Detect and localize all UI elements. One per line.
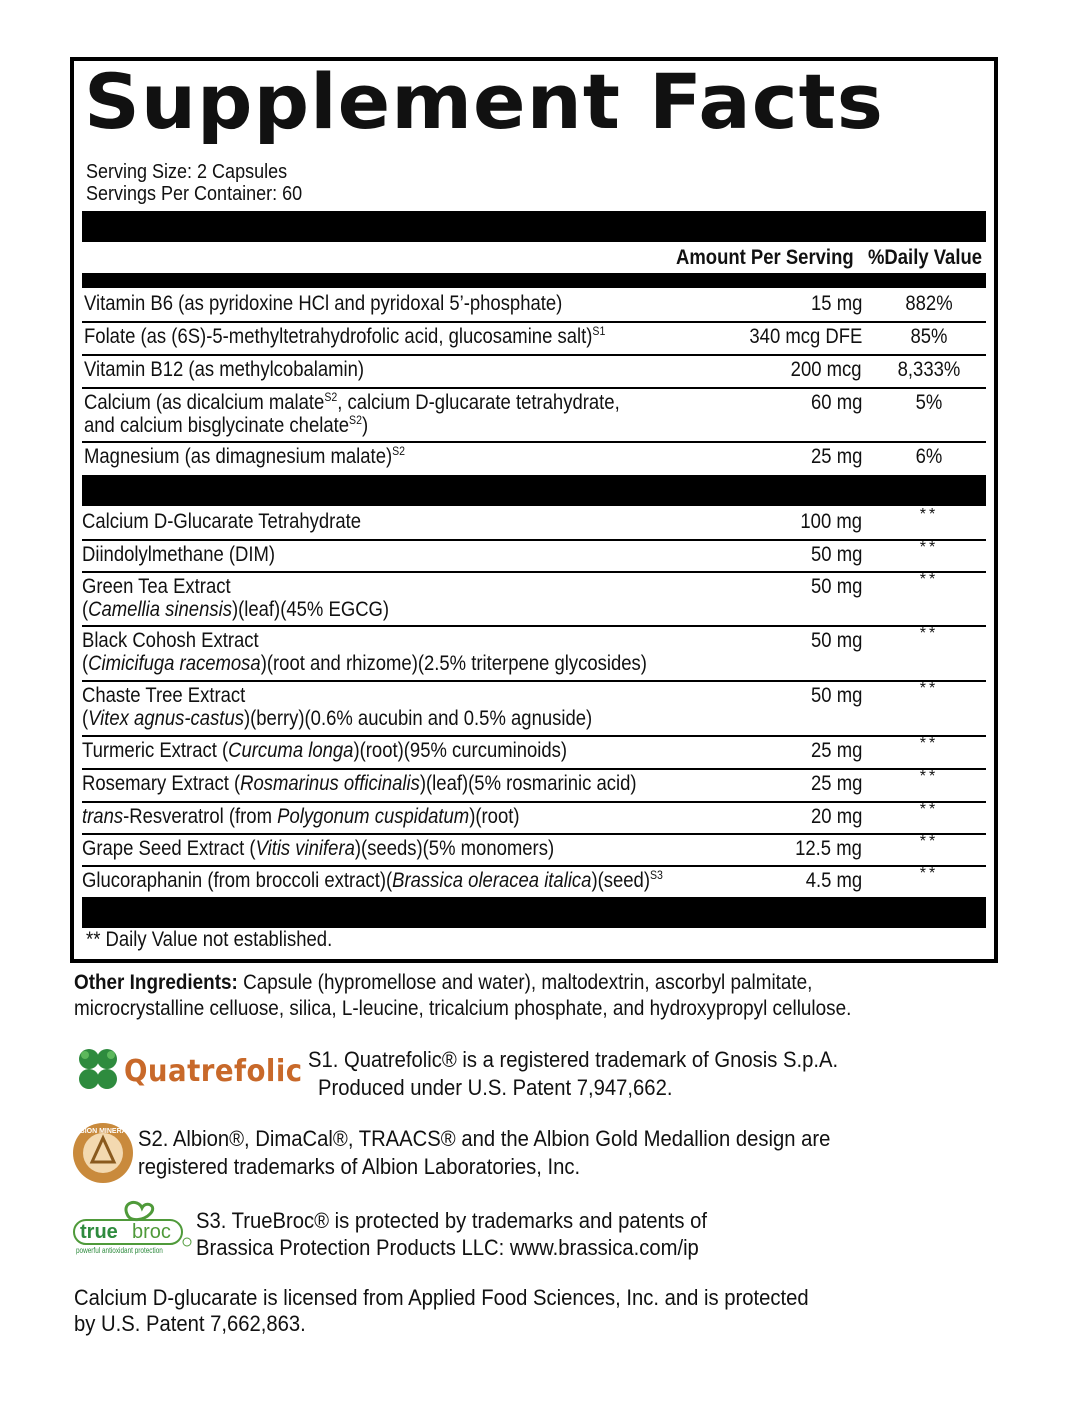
nutrient-row	[82, 443, 986, 474]
ingredient-row	[82, 803, 986, 835]
nutrient-amount: 340 mcg DFE	[749, 325, 862, 348]
s1-note-cont: Produced under U.S. Patent 7,947,662.	[318, 1075, 673, 1100]
ingredient-row	[82, 627, 986, 682]
servings-per-container: Servings Per Container: 60	[86, 183, 303, 205]
nutrient-dv: 882%	[905, 292, 953, 315]
ingredient-row	[82, 508, 986, 541]
nutrient-amount: 60 mg	[810, 391, 862, 414]
ingredient-name: Diindolylmethane (DIM)	[82, 543, 276, 566]
other-ingredients: Other Ingredients: Capsule (hypromellose and water), maltodextrin, ascorbyl palmitate,	[74, 971, 813, 994]
daily-value-footnote: ** Daily Value not established.	[86, 928, 333, 951]
ingredient-amount: 12.5 mg	[795, 837, 862, 860]
ingredient-row	[82, 770, 986, 803]
nutrient-name: Magnesium (as dimagnesium malate)$^{S2}$	[84, 444, 406, 468]
other-ingredients-cont: microcrystalline celluose, silica, L-leucine, tricalcium phosphate, and hydroxypropyl cellulose.	[74, 997, 852, 1020]
ingredient-dv: **	[919, 506, 939, 523]
nutrient-name: Vitamin B12 (as methylcobalamin)	[84, 358, 365, 381]
panel-title: Supplement Facts	[84, 57, 884, 146]
medium-divider	[82, 273, 986, 288]
ingredient-dv: **	[919, 735, 939, 752]
ingredient-name: Chaste Tree Extract (Vitex agnus-castus)(berry)(0.6% aucubin and 0.5% agnuside)	[82, 684, 593, 730]
license-note: Calcium D-glucarate is licensed from Applied Food Sciences, Inc. and is protected	[74, 1285, 809, 1310]
s2-note: S2. Albion®, DimaCal®, TRAACS® and the Albion Gold Medallion design are	[138, 1126, 831, 1151]
license-note-cont: by U.S. Patent 7,662,863.	[74, 1311, 306, 1336]
ingredient-dv: **	[919, 680, 939, 697]
supplement-facts-panel	[70, 57, 998, 963]
ingredient-amount: 50 mg	[810, 543, 862, 566]
nutrient-row	[82, 389, 986, 443]
ingredient-row	[82, 867, 986, 897]
nutrient-amount: 25 mg	[810, 445, 862, 468]
thick-divider	[82, 475, 986, 506]
ingredient-name: Glucoraphanin (from broccoli extract)(Brassica oleracea italica)(seed)$^{S3}$	[82, 868, 663, 892]
truebroc-broc: broc	[132, 1221, 171, 1243]
nutrient-amount: 15 mg	[810, 292, 862, 315]
ingredient-row	[82, 737, 986, 770]
s3-note-cont: Brassica Protection Products LLC: www.brassica.com/ip	[196, 1235, 699, 1260]
ingredient-dv: **	[919, 625, 939, 642]
thick-divider	[82, 897, 986, 928]
ingredient-row	[82, 682, 986, 737]
ingredient-amount: 50 mg	[810, 684, 862, 707]
quatrefolic-logo	[72, 1046, 312, 1102]
truebroc-true: true	[80, 1221, 118, 1243]
ingredient-dv: **	[919, 801, 939, 818]
ingredient-name: Green Tea Extract (Camellia sinensis)(leaf)(45% EGCG)	[82, 575, 390, 621]
ingredient-dv: **	[919, 833, 939, 850]
albion-medallion-icon	[72, 1120, 138, 1186]
nutrient-name: Vitamin B6 (as pyridoxine HCl and pyridoxal 5’-phosphate)	[84, 292, 563, 315]
s3-note: S3. TrueBroc® is protected by trademarks and patents of	[196, 1208, 708, 1233]
ingredient-name: Black Cohosh Extract (Cimicifuga racemosa)(root and rhizome)(2.5% triterpene glycosides)	[82, 629, 647, 675]
nutrient-dv: 5%	[915, 391, 943, 414]
truebroc-logo	[72, 1198, 194, 1258]
ingredient-name: Rosemary Extract (Rosmarinus officinalis)(leaf)(5% rosmarinic acid)	[82, 772, 637, 795]
nutrient-name: Calcium (as dicalcium malate$^{S2}$, calcium D-glucarate tetrahydrate, and calcium bisglycinate chelate$^{S2}$)	[84, 390, 620, 437]
thick-divider	[82, 211, 986, 242]
ingredient-row	[82, 573, 986, 627]
albion-seal	[72, 1120, 138, 1186]
daily-value-header: %Daily Value	[868, 246, 983, 269]
ingredient-dv: **	[919, 571, 939, 588]
ingredient-row	[82, 541, 986, 573]
other-ingredients-label: Other Ingredients:	[74, 971, 238, 994]
ingredient-dv: **	[919, 539, 939, 556]
ingredient-amount: 50 mg	[810, 575, 862, 598]
ingredient-amount: 25 mg	[810, 772, 862, 795]
s2-note-cont: registered trademarks of Albion Laboratories, Inc.	[138, 1154, 581, 1179]
ingredient-amount: 4.5 mg	[805, 869, 862, 892]
ingredient-dv: **	[919, 865, 939, 882]
ingredient-name: Turmeric Extract (Curcuma longa)(root)(95% curcuminoids)	[82, 739, 568, 762]
ingredient-amount: 50 mg	[810, 629, 862, 652]
s1-note: S1. Quatrefolic® is a registered trademark of Gnosis S.p.A.	[308, 1047, 839, 1072]
ingredient-row	[82, 835, 986, 867]
nutrient-amount: 200 mcg	[791, 358, 862, 381]
albion-seal-text: ALBION MINERALS	[72, 1128, 136, 1135]
ingredient-amount: 20 mg	[810, 805, 862, 828]
nutrient-dv: 6%	[915, 445, 943, 468]
ingredient-name: Calcium D-Glucarate Tetrahydrate	[82, 510, 362, 533]
amount-per-serving-header: Amount Per Serving	[676, 246, 854, 269]
truebroc-tagline: powerful antioxidant protection	[76, 1246, 163, 1255]
nutrient-row	[82, 290, 986, 323]
ingredient-amount: 100 mg	[800, 510, 862, 533]
ingredient-name: trans-Resveratrol (from Polygonum cuspidatum)(root)	[82, 805, 520, 828]
nutrient-row	[82, 356, 986, 389]
nutrient-name: Folate (as (6S)-5-methyltetrahydrofolic acid, glucosamine salt)$^{S1}$	[84, 324, 606, 348]
nutrient-dv: 85%	[910, 325, 948, 348]
ingredient-dv: **	[919, 768, 939, 785]
ingredient-amount: 25 mg	[810, 739, 862, 762]
ingredient-name: Grape Seed Extract (Vitis vinifera)(seeds)(5% monomers)	[82, 837, 555, 860]
nutrient-row	[82, 323, 986, 356]
serving-size: Serving Size: 2 Capsules	[86, 161, 288, 183]
quatrefolic-wordmark: Quatrefolic	[124, 1054, 303, 1089]
nutrient-dv: 8,333%	[897, 358, 961, 381]
